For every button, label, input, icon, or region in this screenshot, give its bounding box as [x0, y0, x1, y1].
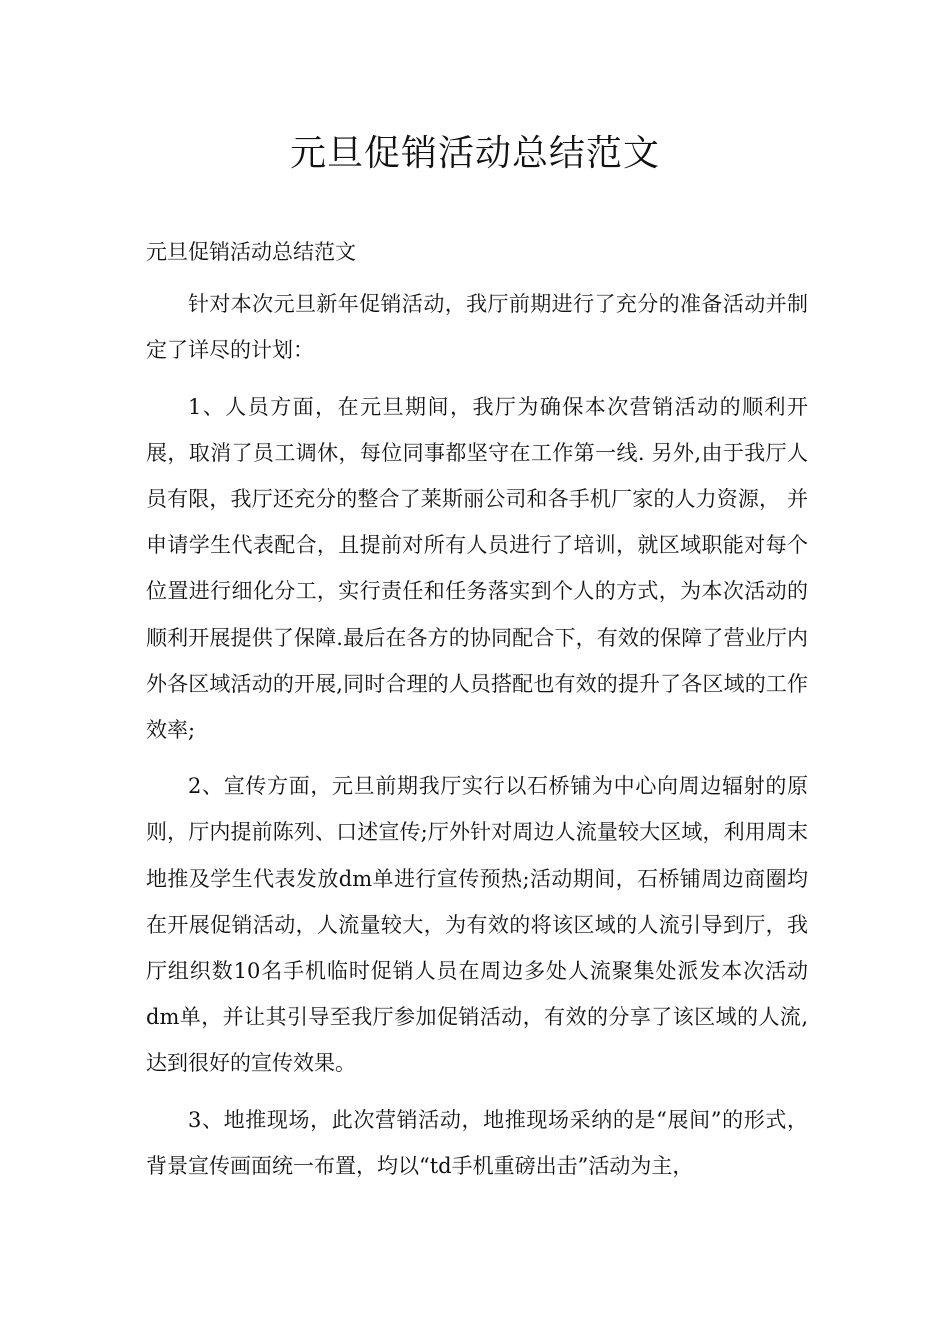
- publicity-paragraph: 2、宣传方面，元旦前期我厅实行以石桥铺为中心向周边辐射的原则，厅内提前陈列、口述宣传;厅外针对周边人流量较大区域，利用周末地推及学生代表发放dm单进行宣传预热;活动期间，石桥铺周边商圈均在开展促销活动，人流量较大，为有效的将该区域的人流引导到厅，我厅组织数10名手机临时促销人员在周边多处人流聚集处派发本次活动dm单，并让其引导至我厅参加促销活动，有效的分享了该区域的人流,达到很好的宣传效果。: [146, 774, 808, 1076]
- personnel-paragraph: 1、人员方面，在元旦期间，我厅为确保本次营销活动的顺利开展，取消了员工调休，每位同事都坚守在工作第一线. 另外,由于我厅人员有限，我厅还充分的整合了莱斯丽公司和各手机厂家的人力资源， 并申请学生代表配合，且提前对所有人员进行了培训，就区域职能对每个位置进行细化分工，实行责任和任务落实到个人的方式，为本次活动的顺利开展提供了保障.最后在各方的协同配合下，有效的保障了营业厅内外各区域活动的开展,同时合理的人员搭配也有效的提升了各区域的工作效率;: [146, 394, 808, 743]
- intro-paragraph: 针对本次元旦新年促销活动，我厅前期进行了充分的准备活动并制定了详尽的计划：: [146, 292, 808, 363]
- subtitle-paragraph: 元旦促销活动总结范文: [146, 240, 356, 264]
- document-body: [146, 229, 808, 1199]
- onsite-paragraph: 3、地推现场，此次营销活动，地推现场采纳的是“展间”的形式，背景宣传画面统一布置，均以“td手机重磅出击”活动为主，: [146, 1107, 808, 1178]
- document-title: 元旦促销活动总结范文: [289, 133, 660, 174]
